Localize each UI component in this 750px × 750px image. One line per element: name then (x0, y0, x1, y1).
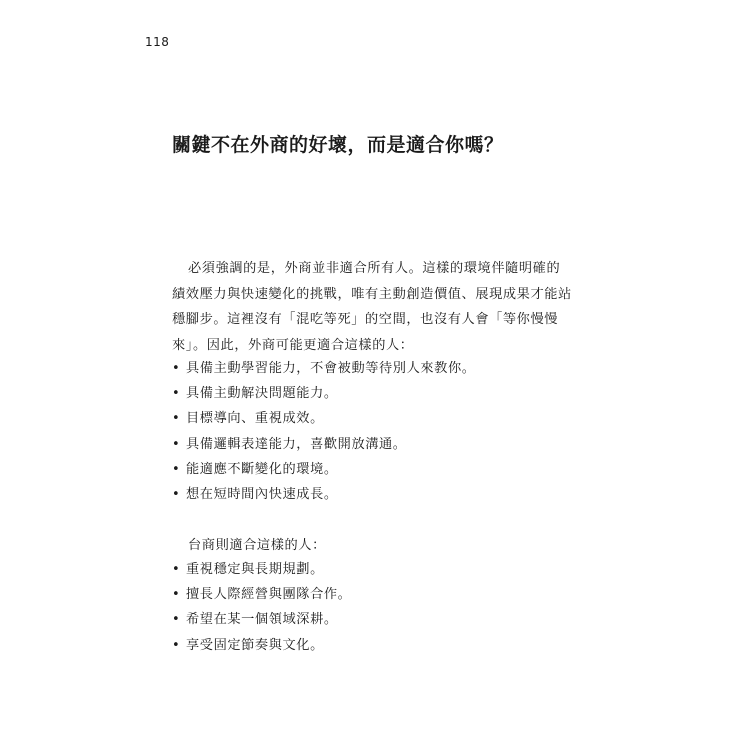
list-item (172, 633, 351, 658)
bullet-icon: • (172, 486, 181, 502)
bullet-icon: • (172, 361, 181, 376)
list-item-text: 具備主動學習能力，不會被動等待別人來教你。 (186, 361, 476, 376)
list-item-text: 享受固定節奏與文化。 (186, 637, 324, 653)
list-item-text: 具備邏輯表達能力，喜歡開放溝通。 (186, 436, 407, 452)
list-item-text: 重視穩定與長期規劃。 (186, 562, 324, 577)
list-item (172, 406, 476, 431)
list-item (172, 457, 476, 482)
list-item-text: 目標導向、重視成效。 (186, 411, 324, 427)
bullet-icon: • (172, 436, 181, 452)
local-company-traits-list (172, 557, 351, 658)
bullet-icon: • (172, 612, 181, 628)
bullet-icon: • (172, 587, 181, 603)
bullet-icon: • (172, 562, 181, 577)
page-number: 118 (145, 35, 170, 49)
bullet-icon: • (172, 637, 181, 653)
bullet-icon: • (172, 411, 181, 427)
list-item (172, 356, 476, 381)
list-item-text: 具備主動解決問題能力。 (186, 386, 338, 402)
list-item (172, 557, 351, 582)
list-item (172, 381, 476, 406)
list-item (172, 482, 476, 507)
bullet-icon: • (172, 461, 181, 477)
local-company-intro: 台商則適合這樣的人： (188, 538, 326, 553)
list-item (172, 432, 476, 457)
list-item-text: 想在短時間內快速成長。 (186, 486, 338, 502)
bullet-icon: • (172, 386, 181, 402)
list-item-text: 擅長人際經營與團隊合作。 (186, 587, 352, 603)
section-heading: 關鍵不在外商的好壞，而是適合你嗎？ (172, 134, 504, 156)
list-item (172, 607, 351, 632)
intro-paragraph: 必須強調的是，外商並非適合所有人。這樣的環境伴隨明確的績效壓力與快速變化的挑戰，唯有主動創造價值、展現成果才能站穩腳步。這裡沒有「混吃等死」的空間，也沒有人會「等你慢慢來」。因此，外商可能更適合這樣的人： (172, 261, 572, 353)
list-item-text: 能適應不斷變化的環境。 (186, 461, 338, 477)
foreign-company-traits-list (172, 356, 476, 507)
list-item (172, 582, 351, 607)
list-item-text: 希望在某一個領域深耕。 (186, 612, 338, 628)
